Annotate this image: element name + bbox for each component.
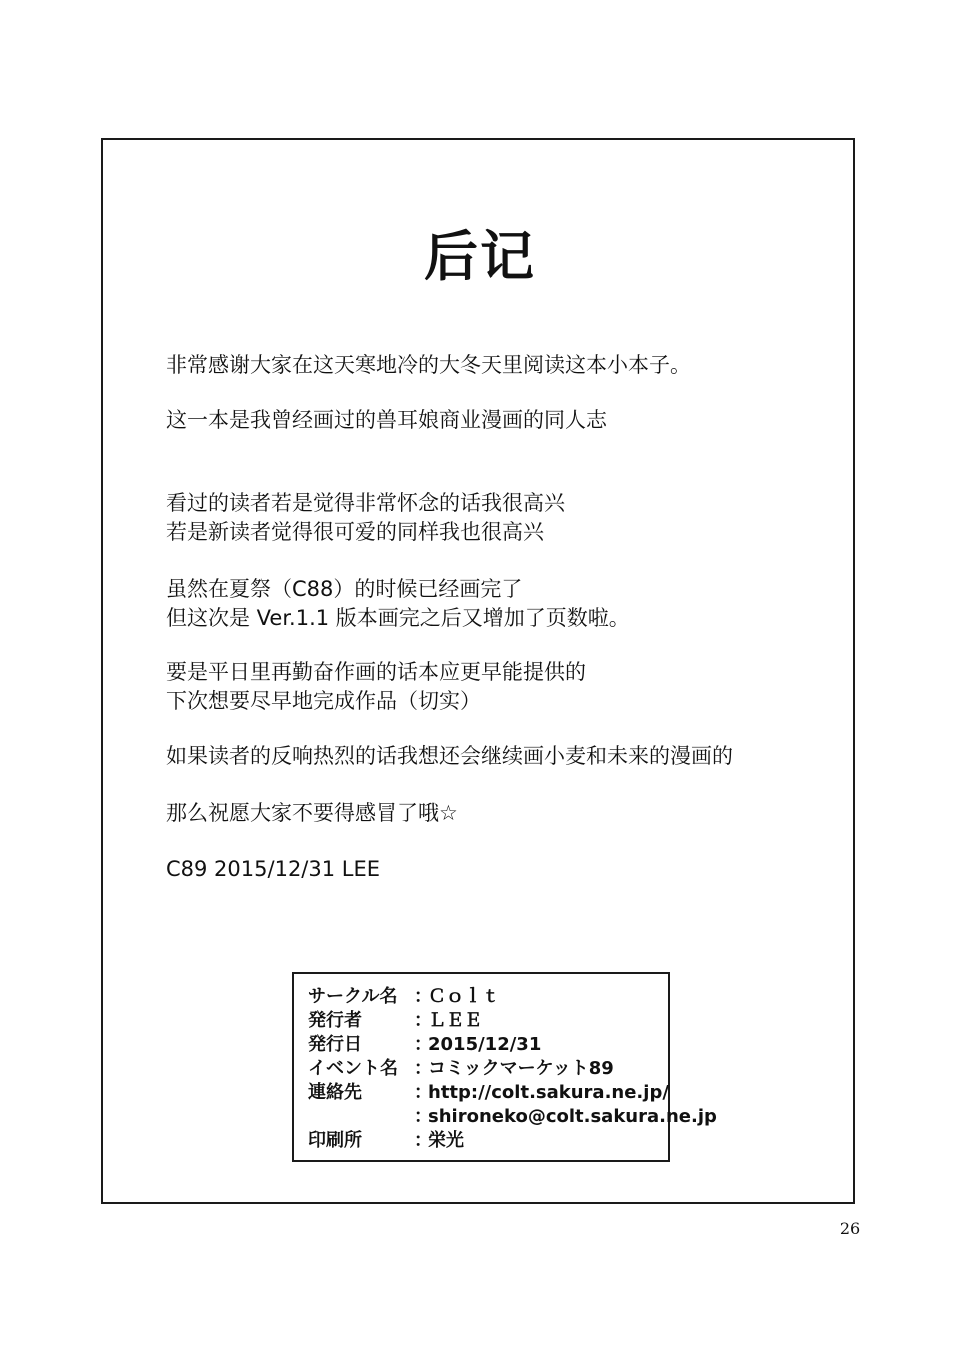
body-line-2: 这一本是我曾经画过的兽耳娘商业漫画的同人志 bbox=[166, 408, 607, 432]
colophon-row-publisher bbox=[308, 1010, 482, 1032]
colophon-value: 2015/12/31 bbox=[428, 1034, 542, 1055]
colophon-key: 印刷所 bbox=[308, 1130, 362, 1151]
colophon-value: コミックマーケット89 bbox=[428, 1058, 614, 1079]
body-line-3: 看过的读者若是觉得非常怀念的话我很高兴 bbox=[166, 491, 565, 515]
colophon-row-email bbox=[308, 1106, 717, 1128]
colophon-row-contact bbox=[308, 1082, 669, 1104]
body-line-6: 但这次是 Ver.1.1 版本画完之后又增加了页数啦。 bbox=[166, 606, 630, 630]
colophon-value: ＬＥＥ bbox=[428, 1010, 482, 1031]
colophon-row-printer bbox=[308, 1130, 464, 1152]
body-line-9: 如果读者的反响热烈的话我想还会继续画小麦和未来的漫画的 bbox=[166, 744, 733, 768]
page-number: 26 bbox=[839, 1219, 861, 1238]
contact-url: http://colt.sakura.ne.jp/ bbox=[428, 1082, 669, 1103]
colophon-separator: ： bbox=[414, 1130, 432, 1151]
colophon-separator: ： bbox=[414, 1106, 432, 1127]
colophon-separator: ： bbox=[414, 1034, 432, 1055]
body-line-8: 下次想要尽早地完成作品（切实） bbox=[166, 689, 481, 713]
colophon-separator: ： bbox=[414, 1010, 432, 1031]
body-line-10: 那么祝愿大家不要得感冒了哦☆ bbox=[166, 801, 458, 825]
colophon-key: 連絡先 bbox=[308, 1082, 362, 1103]
colophon-row-date bbox=[308, 1034, 541, 1056]
colophon-separator: ： bbox=[414, 1058, 432, 1079]
colophon-separator: ： bbox=[414, 1082, 432, 1103]
body-line-7: 要是平日里再勤奋作画的话本应更早能提供的 bbox=[166, 660, 586, 684]
colophon-key: 発行日 bbox=[308, 1034, 362, 1055]
body-line-1: 非常感谢大家在这天寒地冷的大冬天里阅读这本小本子。 bbox=[166, 353, 691, 377]
colophon-value: Ｃｏｌｔ bbox=[428, 986, 500, 1007]
colophon-row-event bbox=[308, 1058, 614, 1080]
contact-email: shironeko@colt.sakura.ne.jp bbox=[428, 1106, 717, 1127]
colophon-box bbox=[292, 972, 717, 1162]
afterword-title: 后记 bbox=[424, 225, 536, 288]
colophon-value: 栄光 bbox=[428, 1130, 464, 1151]
colophon-key: 発行者 bbox=[308, 1010, 362, 1031]
body-line-5: 虽然在夏祭（C88）的时候已经画完了 bbox=[166, 577, 523, 601]
colophon-separator: ： bbox=[414, 986, 432, 1007]
signature: C89 2015/12/31 LEE bbox=[166, 857, 381, 881]
colophon-row-circle bbox=[308, 986, 500, 1008]
body-line-4: 若是新读者觉得很可爱的同样我也很高兴 bbox=[166, 520, 544, 544]
colophon-key: イベント名 bbox=[308, 1058, 398, 1079]
colophon-key: サークル名 bbox=[308, 986, 398, 1007]
